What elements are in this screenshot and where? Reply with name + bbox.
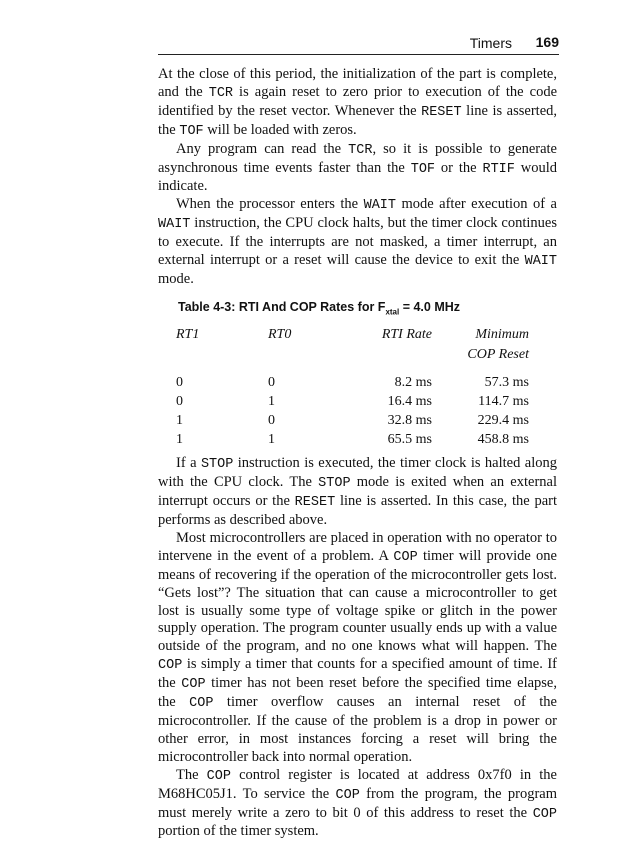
register-name: COP xyxy=(393,549,418,565)
text-run: will be loaded with zeros. xyxy=(203,121,357,138)
text-run: mode. xyxy=(158,270,194,287)
text-run: , so it is possible to generate asynchronous time events faster than the xyxy=(158,140,557,176)
text-run: Any program can read the xyxy=(176,140,349,157)
register-name: RESET xyxy=(294,495,336,511)
register-name: TCR xyxy=(348,142,373,158)
col-header-rt0: RT0 xyxy=(268,327,292,343)
text-run: timer will provide one means of recovering if the operation of the microcontroller gets lost. “Gets lost”? The situation that can cause a microcontroller to get lost is usually some type of voltage spike or glitch in the power supply operation. The program counter usually ends up with a value outside of the program, and no one knows what will happen. The xyxy=(158,547,557,655)
register-name: COP xyxy=(181,677,206,693)
rti-cop-rate-table xyxy=(176,325,529,449)
col-header-rti-rate: RTI Rate xyxy=(381,327,432,343)
paragraph-1 xyxy=(158,66,557,141)
text-run: The xyxy=(176,766,207,783)
table-row: 0 1 16.4 ms 114.7 ms xyxy=(176,394,529,410)
text-run: control register is located at address 0x7f0 in the M68HC05J1. To service the xyxy=(158,766,557,802)
register-name: COP xyxy=(532,806,557,822)
body-text xyxy=(158,66,557,841)
register-name: STOP xyxy=(318,476,351,492)
text-run: mode after execution of a xyxy=(396,196,557,213)
table-caption: Table 4-3: RTI And COP Rates for $F_{xtal} = 4.0$ MHz xyxy=(178,299,461,317)
text-run: from the program, the program must merely write a zero to bit 0 of this address to reset the xyxy=(158,785,557,821)
header-rule xyxy=(158,54,559,55)
register-name: WAIT xyxy=(363,198,396,214)
register-name: TOF xyxy=(179,123,204,139)
paragraph-3 xyxy=(158,196,557,289)
text-run: instruction is executed, the timer clock is halted along with the CPU clock. The xyxy=(158,455,557,491)
page-number: 169 xyxy=(535,34,559,50)
register-name: WAIT xyxy=(524,254,557,270)
table-row: 1 1 65.5 ms 458.8 ms xyxy=(176,432,529,448)
table-header-row xyxy=(176,325,529,365)
table-row: 0 0 8.2 ms 57.3 ms xyxy=(176,375,529,391)
text-run: is simply a timer that counts for a specified amount of time. If the xyxy=(158,656,557,692)
text-run: mode is exited when an external interrupt occurs or the xyxy=(158,474,557,510)
col-header-rt1: RT1 xyxy=(176,327,200,343)
col-header-minimum-cop-reset: Minimum COP Reset xyxy=(467,327,529,363)
text-run: When the processor enters the xyxy=(176,196,364,213)
text-run: Most microcontrollers are placed in operation with no operator to intervene in the event of a problem. A xyxy=(158,529,557,564)
register-name: TCR xyxy=(208,85,234,101)
text-run: or the xyxy=(435,159,483,176)
register-name: STOP xyxy=(200,457,234,473)
register-name: COP xyxy=(189,696,214,712)
register-name: RESET xyxy=(421,104,462,120)
text-run: portion of the timer system. xyxy=(158,823,319,840)
running-head: Timers xyxy=(469,35,512,51)
register-name: COP xyxy=(158,658,183,674)
text-run: line is asserted, the xyxy=(158,102,557,138)
register-name: TOF xyxy=(410,161,436,177)
register-name: WAIT xyxy=(158,217,191,233)
paragraph-2 xyxy=(158,141,557,197)
text-run: is again reset to zero prior to execution of the code identified by the reset vector. Whenever the xyxy=(158,83,558,119)
paragraph-4 xyxy=(158,455,557,530)
text-run: timer has not been reset before the specified time elapse, the xyxy=(158,675,557,711)
text-run: would indicate. xyxy=(158,159,558,195)
text-run: At the close of this period, the initialization of the part is complete, and the xyxy=(158,66,557,100)
paragraph-6 xyxy=(158,767,557,841)
page-header xyxy=(0,33,620,55)
register-name: COP xyxy=(206,768,231,784)
paragraph-5 xyxy=(158,530,557,767)
text-run: instruction, the CPU clock halts, but the timer clock continues to execute. If the interrupts are not masked, a timer interrupt, an external interrupt or a reset will cause the device to exit the xyxy=(158,215,557,269)
register-name: RTIF xyxy=(482,161,515,177)
text-run: If a xyxy=(176,455,201,472)
table-row: 1 0 32.8 ms 229.4 ms xyxy=(176,413,529,429)
text-run: line is asserted. In this case, the part performs as described above. xyxy=(158,493,557,528)
text-run: timer overflow causes an internal reset of the microcontroller. If the cause of the problem is a drop in power or other error, in most instances forcing a reset will bring the microcontroller back into normal operation. xyxy=(158,694,557,765)
register-name: COP xyxy=(335,787,360,803)
